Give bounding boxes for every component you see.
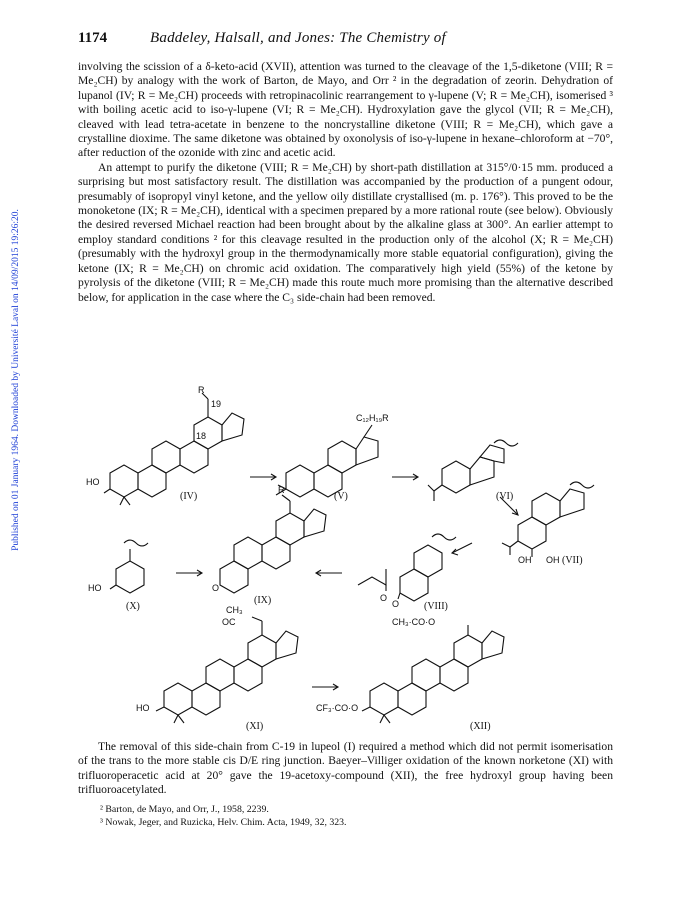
label-VIII: (VIII) — [424, 601, 448, 612]
atom-O-1: O — [380, 593, 388, 603]
label-V: (V) — [334, 491, 348, 502]
atom-O-IX: O — [212, 583, 220, 593]
atom-R-IX: R — [278, 485, 285, 495]
body-text-bottom — [78, 740, 613, 798]
atom-19: 19 — [211, 399, 222, 409]
structure-IV — [104, 393, 244, 505]
download-notice-sidebar — [10, 150, 22, 610]
label-XI: (XI) — [246, 721, 264, 732]
structure-IX — [220, 495, 326, 593]
page-number: 1174 — [78, 30, 108, 46]
atom-OH-2: OH — [546, 555, 560, 565]
group-CH3: CH₃ — [226, 605, 243, 615]
structure-VIII — [358, 534, 456, 601]
structure-VII — [502, 482, 594, 557]
body-text-top — [78, 60, 613, 305]
atom-R-IV: R — [198, 385, 205, 395]
footnote-3: ³ Nowak, Jeger, and Ruzicka, Helv. Chim. Acta, 1949, 32, 323. — [100, 816, 347, 828]
structure-X — [110, 540, 148, 593]
footnotes — [100, 804, 615, 829]
label-VI: (VI) — [496, 491, 514, 502]
atom-HO-IV: HO — [86, 477, 100, 487]
page-header — [78, 30, 618, 52]
label-IV: (IV) — [180, 491, 198, 502]
reaction-scheme — [80, 385, 610, 737]
download-notice-text[interactable]: Published on 01 January 1964. Downloaded by Université Laval on 14/09/2015 19:26:20. — [11, 209, 21, 551]
paragraph-1: involving the scission of a δ-keto-acid (XVII), attention was turned to the cleavage of the 1,5-diketone (VIII; R = Me₂CH) by analogy with the work of Barton, de Mayo, and Orr ² in the degradation of zeorin. Dehydration of lupanol (IV; R = Me₂CH) proceeds with retropinacolinic rearrangement to γ-lupene (V; R = Me₂CH), isomerised ³ with boiling acetic acid to iso-γ-lupene (VI; R = Me₂CH). Hydroxylation gave the glycol (VII; R = Me₂CH), cleaved with lead tetra-acetate in benzene to the noncrystalline diketone (VIII; R = Me₂CH), which gave a crystalline dioxime. The same diketone was obtained by oxonolysis of iso-γ-lupene in hexane–chloroform at −70°, after reduction of the ozonide with zinc and acetic acid. — [78, 60, 613, 160]
label-X: (X) — [126, 601, 140, 612]
group-CF3COO: CF₃·CO·O — [316, 703, 359, 713]
label-IX: (IX) — [254, 595, 272, 606]
group-OC: OC — [222, 617, 236, 627]
running-title: Baddeley, Halsall, and Jones: The Chemistry of — [150, 30, 446, 46]
label-XII: (XII) — [470, 721, 491, 732]
label-VII: (VII) — [562, 555, 583, 566]
atom-O-2: O — [392, 599, 400, 609]
footnote-2: ² Barton, de Mayo, and Orr, J., 1958, 2239. — [100, 804, 269, 815]
group-C12H19R: C₁₂H₁₉R — [356, 413, 389, 423]
paragraph-3: The removal of this side-chain from C-19 in lupeol (I) required a method which did not permit isomerisation of the trans to the more stable cis D/E ring junction. Baeyer–Villiger oxidation of the known norketone (XI) with trifluoroperacetic acid at 20° gave the 19-acetoxy-compound (XII), the free hydroxyl group having been trifluoroacetylated. — [78, 740, 613, 797]
atom-HO-XI: HO — [136, 703, 150, 713]
atom-HO-X: HO — [88, 583, 102, 593]
paragraph-2: An attempt to purify the diketone (VIII; R = Me₂CH) by short-path distillation at 315°/0·15 mm. produced a surprising but most satisfactory result. The distillation was accompanied by the production of a pungent odour, presumably of isopropyl vinyl ketone, and the yellow oily distillate crystallised (m. p. 176°). This proved to be the monoketone (IX; R = Me₂CH), identical with a specimen prepared by a more rational route (see below). Obviously the desired reversed Michael reaction had been brought about by the alkaline glass at 300°. An earlier attempt to employ standard conditions ² for this cleavage resulted in the production only of the alcohol (X; R = Me₂CH) (presumably with the hydroxyl group in the thermodynamically more stable equatorial configuration), giving the ketone (IX; R = Me₂CH) on chromic acid oxidation. The comparatively high yield (55%) of the ketone by pyrolysis of the diketone (VIII; R = Me₂CH) made this route much more promising than the alternative described below, for application in the case where the C₃ side-chain had been removed. — [78, 160, 613, 304]
structure-V — [276, 425, 378, 497]
atom-OH-1: OH — [518, 555, 532, 565]
structure-XII — [362, 625, 504, 723]
reaction-scheme-svg — [80, 385, 610, 737]
atom-18: 18 — [196, 431, 207, 441]
structure-XI — [156, 617, 298, 723]
group-CH3COO: CH₃·CO·O — [392, 617, 436, 627]
